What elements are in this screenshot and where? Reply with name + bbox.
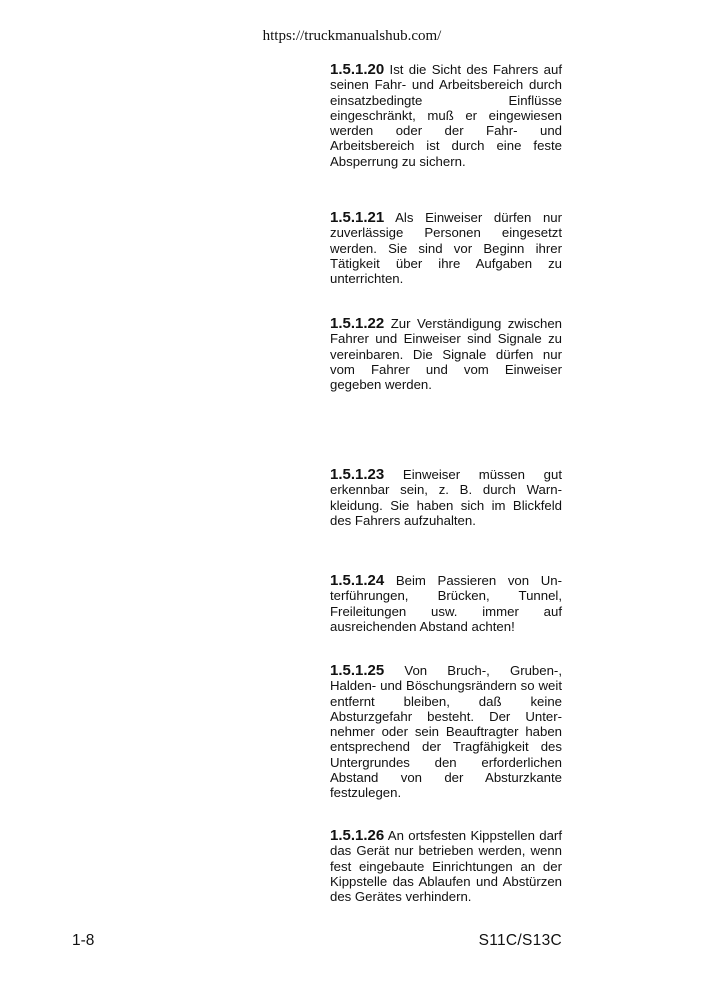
section-text: Als Einweiser dürfen nur zuverlässige Personen eingesetzt werden. Sie sind vor Beginn ihrer Tätigkeit über ihre Aufgaben zu unterrichten. (330, 210, 563, 287)
header-url: https://truckmanualshub.com/ (262, 28, 442, 44)
section-1-5-1-23 (330, 467, 562, 528)
section-number: 1.5.1.20 (330, 61, 385, 78)
section-1-5-1-24 (330, 573, 562, 634)
section-1-5-1-26 (330, 828, 562, 904)
section-text: Einweiser müssen gut erkennbar sein, z. B. durch Warnkleidung. Sie haben sich im Blickfeld des Fahrers aufzuhalten. (330, 467, 562, 528)
section-text: An ortsfesten Kippstellen darf das Gerät nur betrieben werden, wenn fest eingebaute Einrichtungen an der Kippstelle das Ablaufen und Abstürzen des Gerätes verhindern. (330, 828, 562, 905)
page-number: 1-8 (72, 932, 95, 949)
section-number: 1.5.1.22 (330, 315, 385, 332)
section-1-5-1-20 (330, 62, 562, 169)
section-number: 1.5.1.23 (330, 466, 385, 483)
section-number: 1.5.1.24 (330, 572, 385, 589)
section-text: Beim Passieren von Unterführungen, Brücken, Tunnel, Freileitungen usw. immer auf ausreichenden Abstand achten! (330, 573, 562, 634)
model-label: S11C/S13C (478, 932, 562, 949)
section-1-5-1-21 (330, 210, 562, 286)
section-number: 1.5.1.21 (330, 209, 385, 226)
section-1-5-1-22 (330, 316, 562, 392)
section-number: 1.5.1.25 (330, 662, 385, 679)
section-text: Von Bruch-, Gruben-, Halden- und Böschungsrändern so weit entfernt bleiben, daß keine Absturzgefahr besteht. Der Unternehmer oder sein Beauftragter haben entsprechend der Tragfähigkeit des Untergrundes den erforderlichen Abstand von der Absturzkante festzulegen. (330, 663, 562, 801)
section-1-5-1-25 (330, 663, 562, 801)
section-text: Zur Verständigung zwischen Fahrer und Einweiser sind Signale zu vereinbaren. Die Signale dürfen nur vom Fahrer und vom Einweiser gegeben werden. (330, 316, 562, 393)
section-number: 1.5.1.26 (330, 827, 385, 844)
section-text: Ist die Sicht des Fahrers auf seinen Fahr- und Arbeitsbereich durch einsatzbedingte Einflüsse eingeschränkt, muß er eingewiesen werden oder der Fahr- und Arbeitsbereich ist durch eine feste Absperrung zu sichern. (330, 62, 563, 169)
